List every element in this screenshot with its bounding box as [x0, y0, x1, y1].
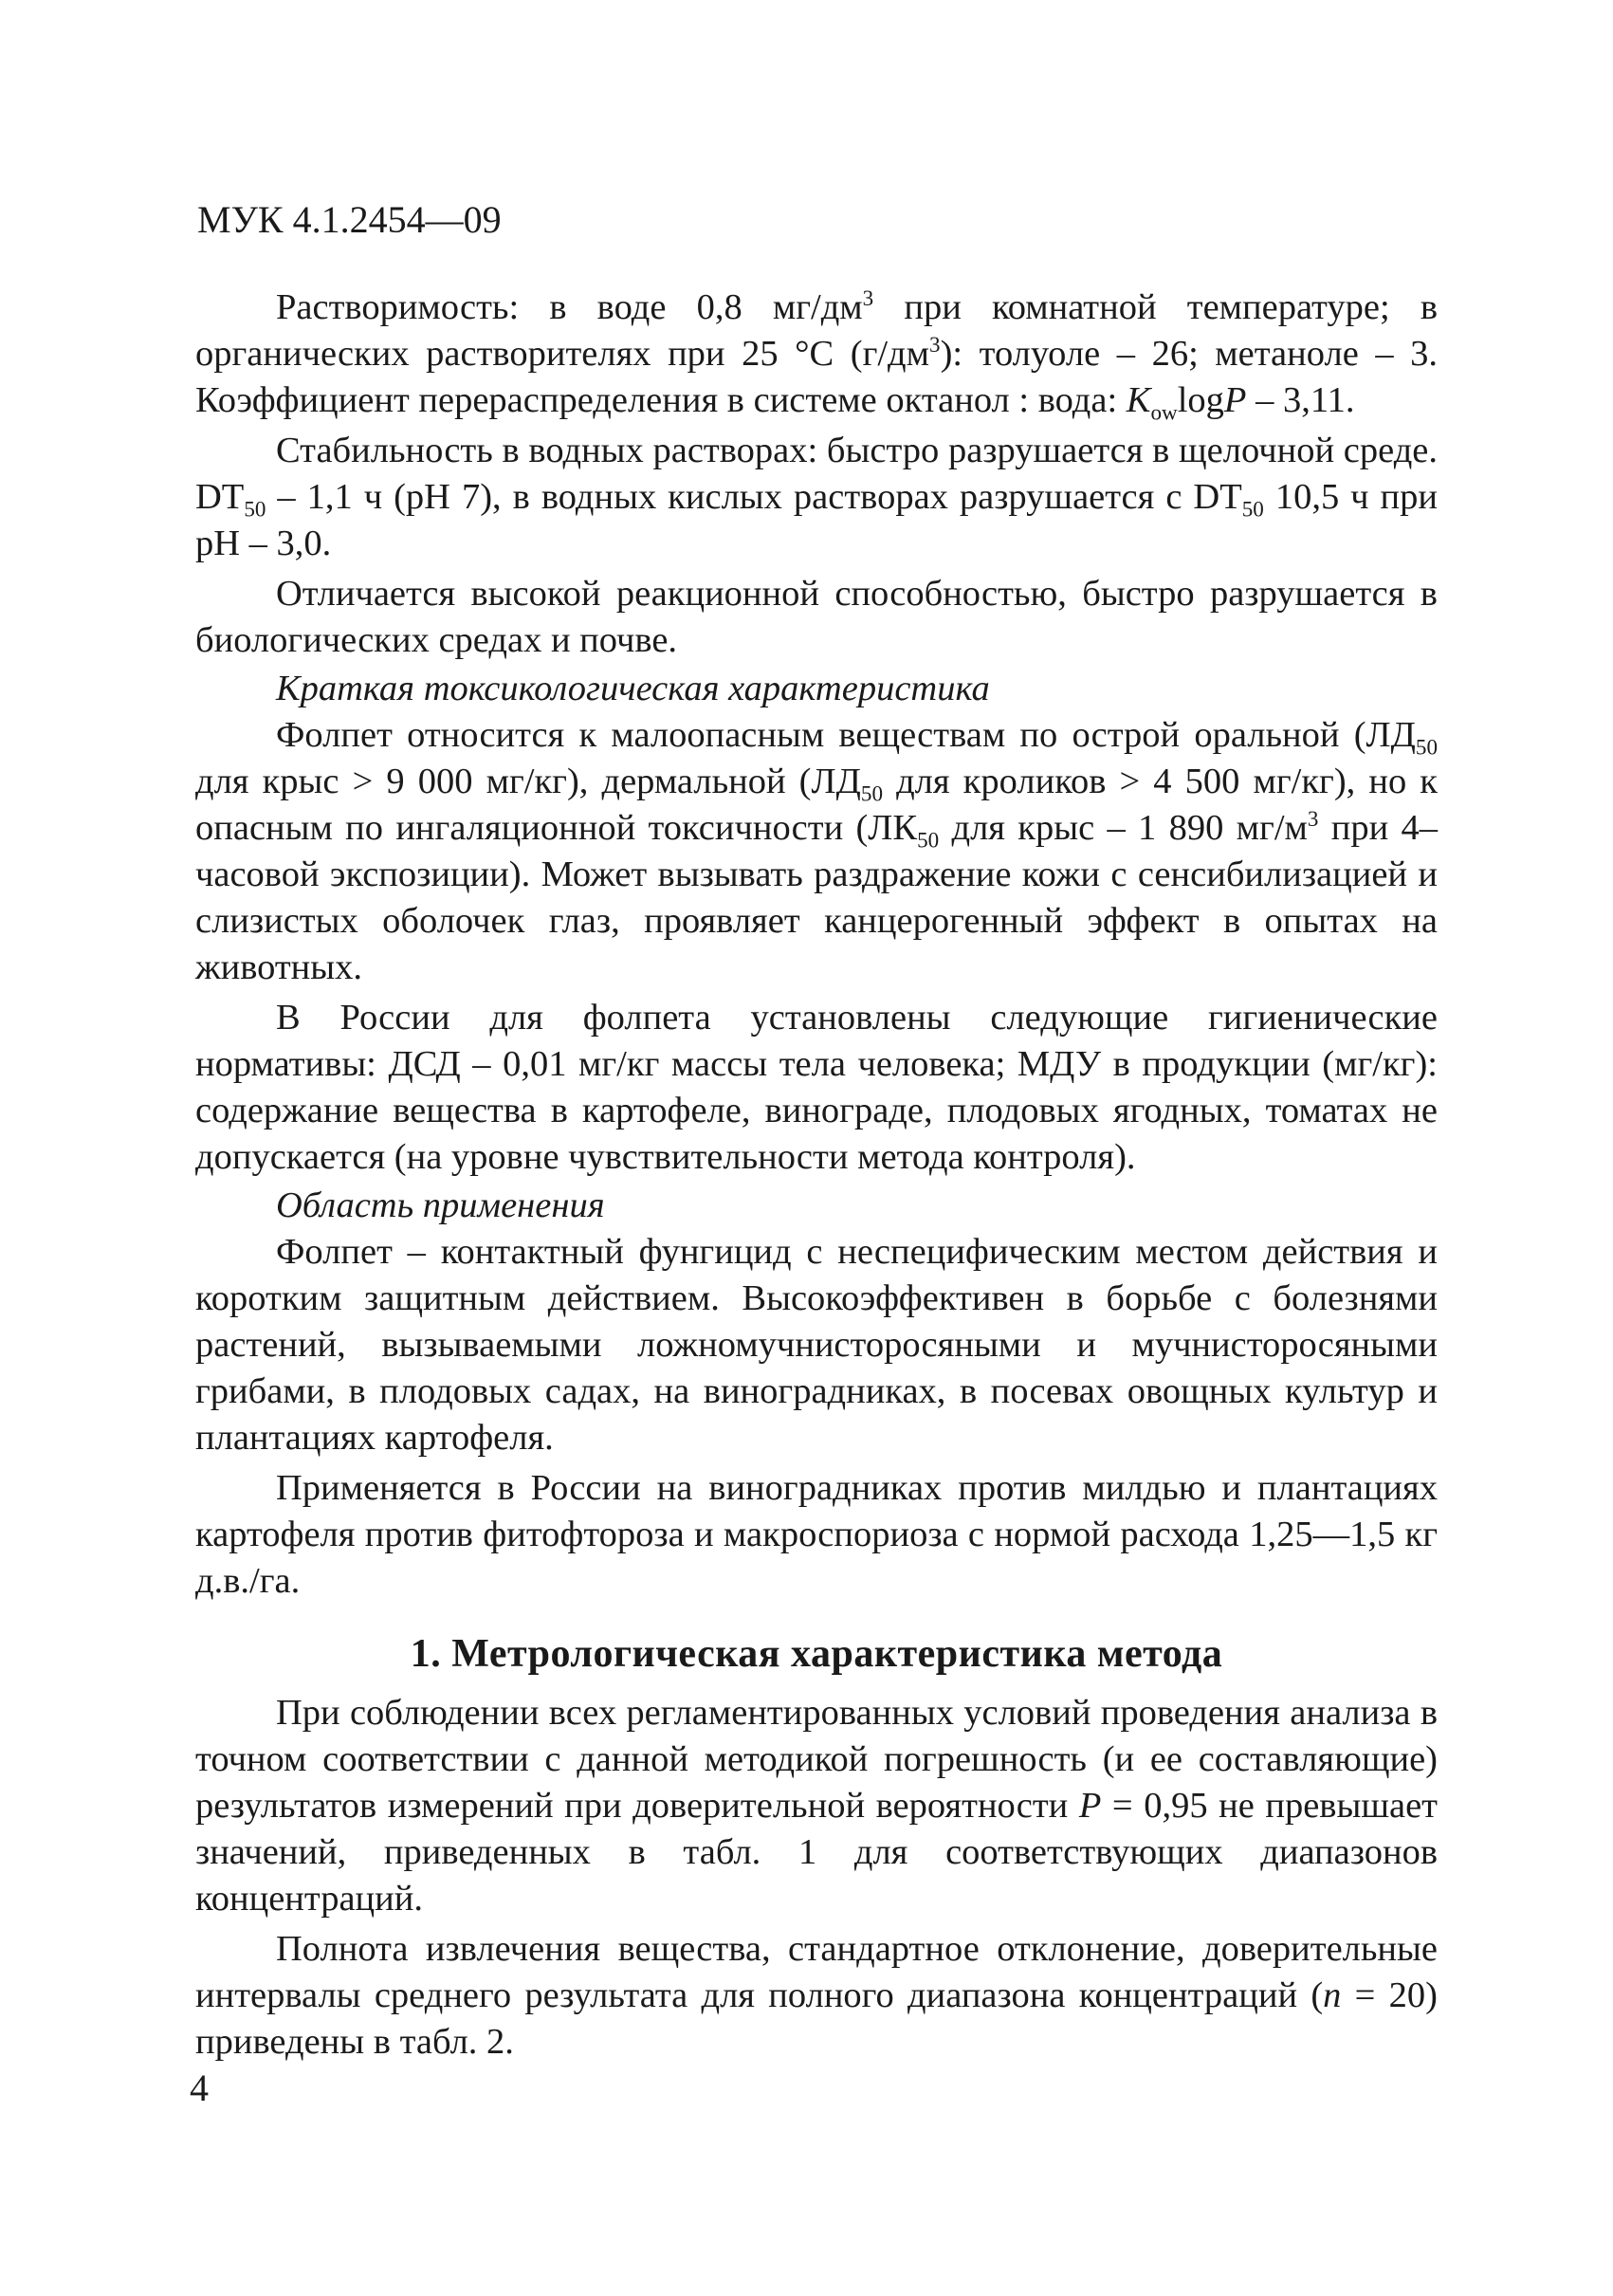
toxicology-paragraph: Фолпет относится к малоопасным веществам по острой оральной ($ЛД_{50}$ для крыс > 9 000 мг/кг), дермальной ($ЛД_{50}$ для кроликов > 4 500 мг/кг), но к опасным по ингаляционной токсичности ($ЛК_{50}$ для крыс – 1 890 $мг/м^3$ при 4–часовой экспозиции). Может вызывать раздражение кожи с сенсибилизацией и слизистых оболочек глаз, проявляет канцерогенный эффект в опытах на животных. — [195, 715, 1439, 987]
document-body — [195, 285, 1438, 2066]
stability-paragraph: Стабильность в водных растворах: быстро разрушается в щелочной среде. $DT_{50} - 1,1$ ч (pH 7), в водных кислых растворах разрушается с $DT_{50}$ 10,5 ч при pH – 3,0. — [195, 431, 1438, 563]
reactivity-paragraph: Отличается высокой реакционной способностью, быстро разрушается в биологических средах и почве. — [195, 574, 1438, 660]
document-code: МУК 4.1.2454—09 — [197, 198, 502, 241]
metrology-paragraph-1: При соблюдении всех регламентированных условий проведения анализа в точном соответствии с данной методикой погрешность (и ее составляющие) результатов измерений при доверительной вероятности P = 0,95 не превышает значений, приведенных в табл. 1 для соответствующих диапазонов концентраций. — [195, 1693, 1438, 1919]
usage-paragraph: Применяется в России на виноградниках против милдью и плантациях картофеля против фитофтороза и макроспориоза с нормой расхода 1,25—1,5 кг д.в./га. — [195, 1468, 1438, 1601]
scope-paragraph: Фолпет – контактный фунгицид с неспецифическим местом действия и коротким защитным действием. Высокоэффективен в борьбе с болезнями растений, вызываемыми ложномучнисторосяными и мучнисторосяными грибами, в плодовых садах, на виноградниках, в посевах овощных культур и плантациях картофеля. — [195, 1232, 1438, 1458]
solubility-paragraph: Растворимость: в воде 0,8 $мг/дм^3$ при комнатной температуре; в органических растворителях при 25 °С $(г/дм^3)$: толуоле – 26; метаноле – 3. Коэффициент перераспределения в системе октанол : вода: $K_{ow}\log P - 3,11$. — [195, 285, 1438, 425]
metrology-paragraph-2: Полнота извлечения вещества, стандартное отклонение, доверительные интервалы среднего результата для полного диапазона концентраций (n = 20) приведены в табл. 2. — [195, 1929, 1438, 2062]
scope-heading: Область применения — [276, 1185, 605, 1225]
toxicology-heading: Краткая токсикологическая характеристика — [276, 669, 990, 708]
page-number: 4 — [190, 2066, 209, 2109]
section-title: 1. Метрологическая характеристика метода — [410, 1632, 1223, 1676]
hygiene-standards-paragraph: В России для фолпета установлены следующие гигиенические нормативы: ДСД – 0,01 мг/кг массы тела человека; МДУ в продукции (мг/кг): содержание вещества в картофеле, винограде, плодовых ягодных, томатах не допускается (на уровне чувствительности метода контроля). — [195, 998, 1438, 1177]
